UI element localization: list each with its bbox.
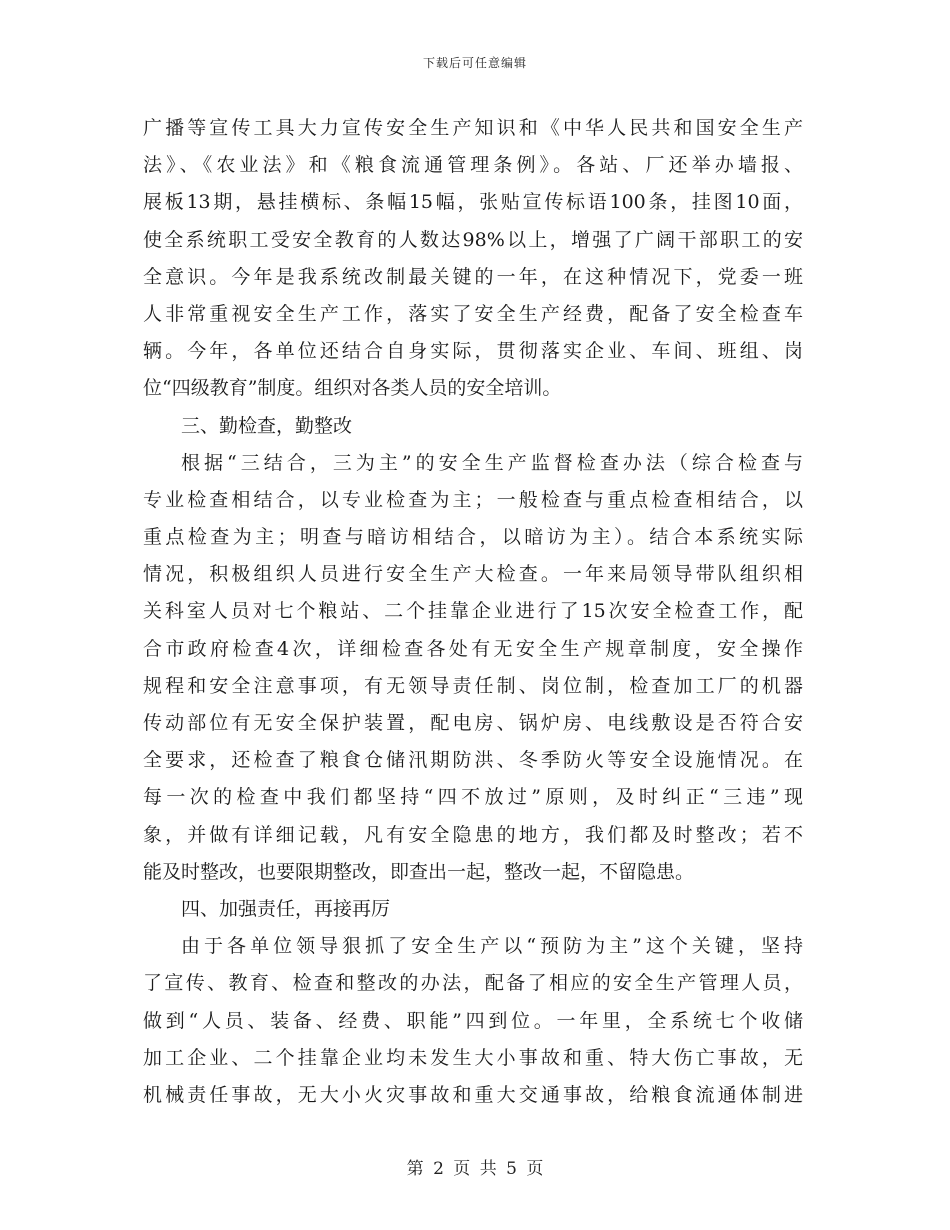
body-line: 辆。今年，各单位还结合自身实际，贯彻落实企业、车间、班组、岗 [143, 340, 803, 363]
page-number-footer: 第 2 页 共 5 页 [406, 1159, 544, 1179]
body-line: 象，并做有详细记载，凡有安全隐患的地方，我们都及时整改；若不 [143, 823, 803, 846]
body-line: 每一次的检查中我们都坚持“四不放过”原则，及时纠正“三违”现 [143, 786, 803, 809]
body-line: 规程和安全注意事项，有无领导责任制、岗位制，检查加工厂的机器 [143, 674, 803, 697]
body-line: 使全系统职工受安全教育的人数达98%以上，增强了广阔干部职工的安 [143, 228, 803, 251]
body-line: 重点检查为主；明查与暗访相结合，以暗访为主）。结合本系统实际 [143, 526, 803, 549]
paragraph-first-line: 根据“三结合，三为主”的安全生产监督检查办法（综合检查与 [181, 451, 803, 474]
section-heading: 四、加强责任，再接再厉 [181, 897, 391, 920]
body-line: 专业检查相结合，以专业检查为主；一般检查与重点检查相结合，以 [143, 488, 803, 511]
paragraph-first-line: 由于各单位领导狠抓了安全生产以“预防为主”这个关键，坚持 [181, 935, 803, 958]
section-heading: 三、勤检查，勤整改 [181, 414, 353, 437]
page-header: 下载后可任意编辑 [422, 56, 527, 70]
body-line: 合市政府检查4次，详细检查各处有无安全生产规章制度，安全操作 [143, 637, 803, 660]
body-line: 机械责任事故，无大小火灾事故和重大交通事故，给粮食流通体制进 [143, 1083, 803, 1106]
body-line: 位“四级教育”制度。组织对各类人员的安全培训。 [143, 377, 562, 400]
body-line: 加工企业、二个挂靠企业均未发生大小事故和重、特大伤亡事故，无 [143, 1046, 803, 1069]
body-line: 了宣传、教育、检查和整改的办法，配备了相应的安全生产管理人员， [143, 972, 803, 995]
body-line: 情况，积极组织人员进行安全生产大检查。一年来局领导带队组织相 [143, 563, 803, 586]
body-line: 全意识。今年是我系统改制最关键的一年，在这种情况下，党委一班 [143, 265, 803, 288]
document-body [143, 110, 803, 1114]
body-line: 做到“人员、装备、经费、职能”四到位。一年里，全系统七个收储 [143, 1009, 803, 1032]
body-line: 展板13期，悬挂横标、条幅15幅，张贴宣传标语100条，挂图10面， [143, 191, 803, 214]
body-line: 人非常重视安全生产工作，落实了安全生产经费，配备了安全检查车 [143, 302, 803, 325]
body-line: 广播等宣传工具大力宣传安全生产知识和《中华人民共和国安全生产 [143, 117, 803, 139]
body-line: 传动部位有无安全保护装置，配电房、锅炉房、电线敷设是否符合安 [143, 712, 803, 734]
body-line: 全要求，还检查了粮食仓储汛期防洪、冬季防火等安全设施情况。在 [143, 749, 803, 772]
body-line: 关科室人员对七个粮站、二个挂靠企业进行了15次安全检查工作，配 [143, 600, 803, 623]
body-line: 能及时整改，也要限期整改，即查出一起，整改一起，不留隐患。 [143, 860, 695, 883]
body-line: 法》、《农业法》和《粮食流通管理条例》。各站、厂还举办墙报、 [143, 154, 803, 177]
